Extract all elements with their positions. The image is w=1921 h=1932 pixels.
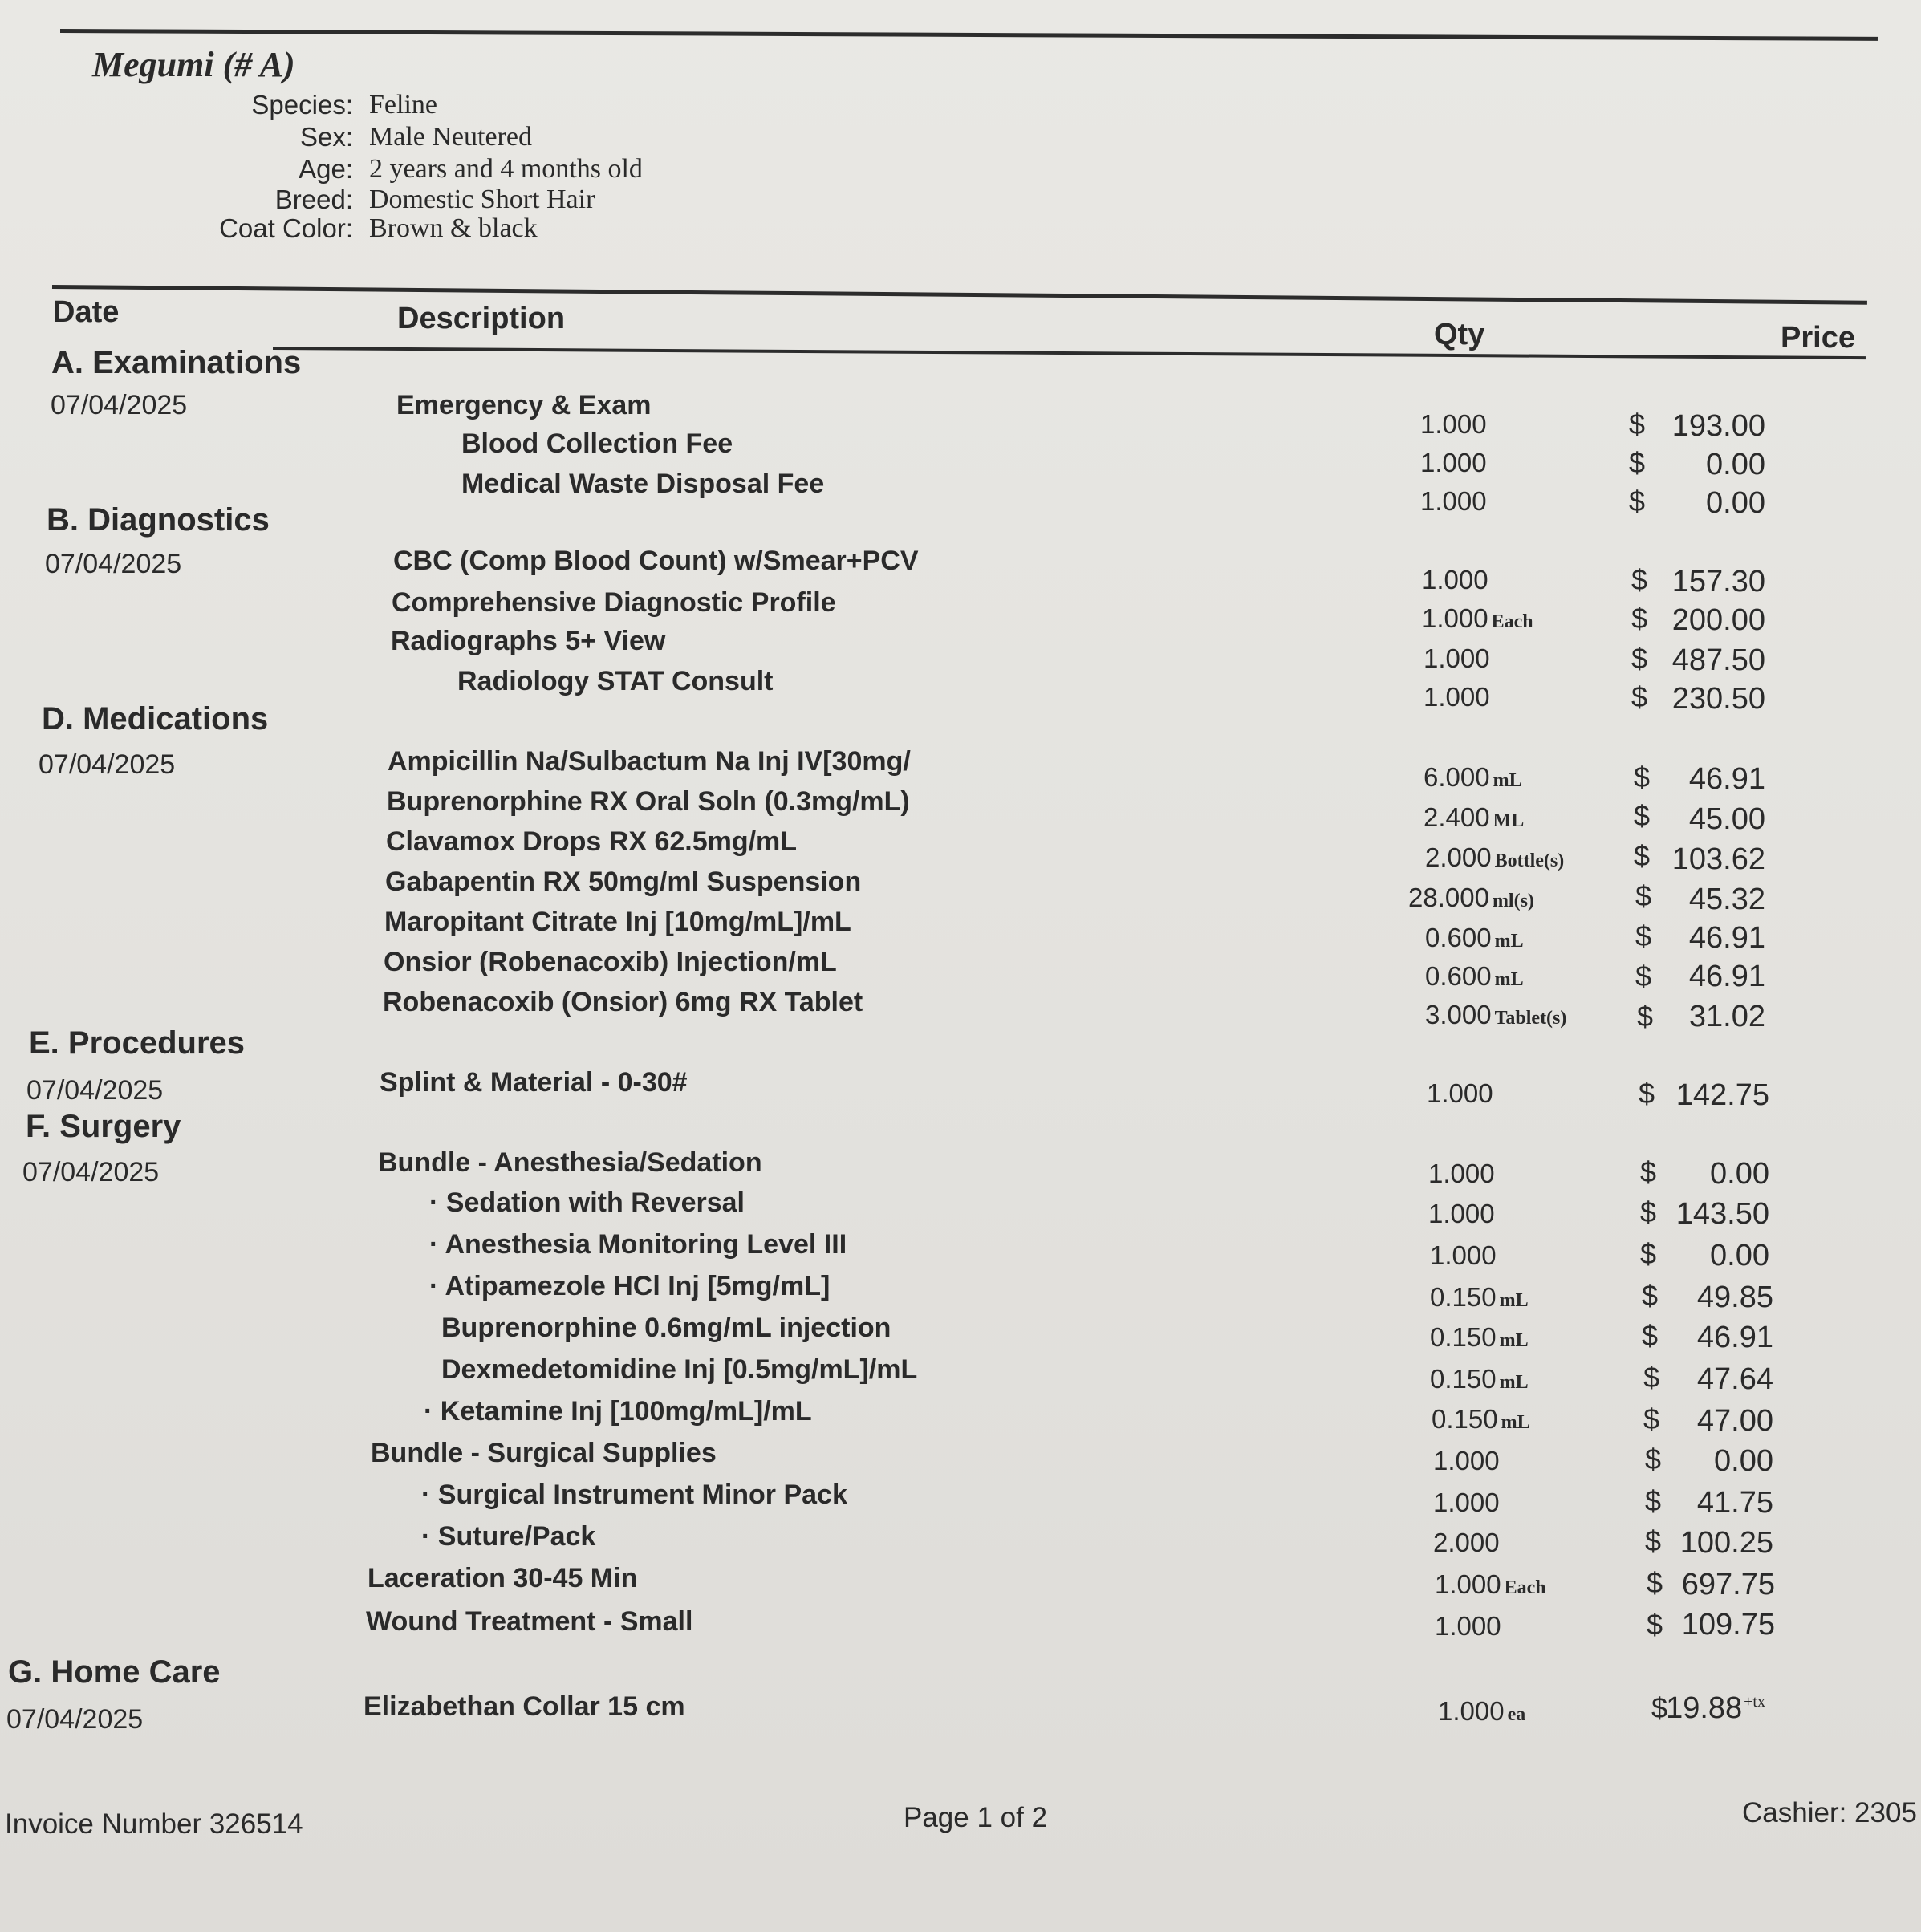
line-item-description: Maropitant Citrate Inj [10mg/mL]/mL (384, 907, 851, 937)
line-item-price (1605, 1691, 1765, 1726)
section-examinations: A. Examinations (51, 345, 302, 380)
qty-value: 1.000 (1438, 1696, 1505, 1726)
date-surgery: 07/04/2025 (22, 1157, 160, 1187)
line-item-description: Splint & Material - 0-30# (380, 1067, 688, 1098)
info-value: 2 years and 4 months old (369, 154, 643, 184)
line-item-description: · Anesthesia Monitoring Level III (429, 1229, 847, 1260)
price-value: 47.00 (1696, 1404, 1773, 1438)
currency-symbol: $ (1640, 1195, 1657, 1228)
qty-unit: ea (1507, 1704, 1526, 1725)
currency-symbol: $ (1642, 1319, 1659, 1352)
line-item-qty (1423, 682, 1493, 712)
info-label: Coat Color: (219, 213, 353, 243)
currency-symbol: $ (1651, 1691, 1668, 1724)
qty-unit: mL (1499, 1372, 1529, 1393)
qty-value: 1.000 (1433, 1446, 1500, 1475)
price-value: 143.50 (1675, 1197, 1769, 1231)
qty-value: 28.000 (1408, 883, 1489, 912)
qty-value: 1.000 (1423, 682, 1490, 712)
price-value: 49.85 (1696, 1281, 1773, 1314)
column-qty: Qty (1434, 318, 1485, 351)
line-item-qty (1433, 1528, 1503, 1558)
qty-value: 2.400 (1423, 802, 1490, 832)
line-item-qty (1425, 842, 1564, 873)
line-item-qty (1423, 762, 1522, 793)
price-value: 157.30 (1671, 565, 1765, 599)
line-item-price (1605, 762, 1765, 797)
qty-unit: Each (1504, 1577, 1546, 1598)
cashier-id: Cashier: 2305 (1742, 1797, 1917, 1828)
column-description: Description (397, 302, 566, 335)
line-item-price (1605, 565, 1765, 599)
line-item-qty (1435, 1611, 1505, 1642)
qty-value: 1.000 (1428, 1159, 1495, 1188)
currency-symbol: $ (1631, 642, 1648, 675)
price-value: 103.62 (1671, 842, 1765, 876)
line-item-price (1613, 1362, 1773, 1397)
currency-symbol: $ (1634, 839, 1651, 872)
line-item-price (1613, 1444, 1773, 1479)
line-item-description: Blood Collection Fee (461, 428, 733, 459)
price-value: 200.00 (1671, 603, 1765, 637)
qty-unit: mL (1494, 931, 1524, 952)
price-value: 193.00 (1671, 409, 1765, 443)
line-item-qty (1433, 1488, 1503, 1518)
line-item-qty (1422, 603, 1533, 634)
line-item-description: · Sedation with Reversal (429, 1187, 745, 1218)
line-item-price (1613, 1526, 1773, 1561)
line-item-description: · Suture/Pack (421, 1521, 596, 1552)
qty-value: 1.000 (1435, 1611, 1501, 1641)
header-underline (273, 347, 1866, 359)
qty-unit: mL (1499, 1330, 1529, 1351)
line-item-description: · Surgical Instrument Minor Pack (421, 1479, 847, 1510)
currency-symbol: $ (1629, 408, 1646, 440)
price-value: 0.00 (1714, 1444, 1773, 1478)
currency-symbol: $ (1634, 799, 1651, 832)
qty-value: 1.000 (1428, 1199, 1495, 1228)
qty-value: 6.000 (1423, 762, 1490, 792)
section-home-care: G. Home Care (8, 1654, 221, 1690)
line-item-description: Onsior (Robenacoxib) Injection/mL (384, 947, 837, 977)
currency-symbol: $ (1645, 1484, 1662, 1517)
line-item-description: Clavamox Drops RX 62.5mg/mL (386, 826, 798, 857)
line-item-qty (1423, 643, 1493, 674)
price-value: 100.25 (1679, 1526, 1773, 1560)
qty-value: 0.150 (1430, 1282, 1497, 1312)
line-item-description: Medical Waste Disposal Fee (461, 469, 825, 499)
currency-symbol: $ (1639, 1077, 1655, 1110)
currency-symbol: $ (1635, 919, 1652, 952)
line-item-price (1605, 1000, 1765, 1034)
line-item-description: Ampicillin Na/Sulbactum Na Inj IV[30mg/ (388, 746, 911, 777)
currency-symbol: $ (1637, 1000, 1654, 1033)
line-item-qty (1420, 409, 1490, 440)
qty-unit: Tablet(s) (1494, 1008, 1567, 1029)
price-value: 109.75 (1681, 1608, 1775, 1642)
price-value: 46.91 (1696, 1321, 1773, 1354)
currency-symbol: $ (1631, 563, 1648, 596)
line-item-description: Wound Treatment - Small (366, 1606, 693, 1637)
qty-value: 0.150 (1432, 1404, 1498, 1434)
qty-value: 0.150 (1430, 1322, 1497, 1352)
currency-symbol: $ (1643, 1402, 1660, 1435)
line-item-description: Dexmedetomidine Inj [0.5mg/mL]/mL (441, 1354, 918, 1385)
line-item-price (1605, 682, 1765, 716)
header-rule (52, 285, 1867, 305)
qty-value: 1.000 (1420, 448, 1487, 477)
line-item-price (1613, 1281, 1773, 1315)
qty-value: 2.000 (1433, 1528, 1500, 1557)
line-item-qty (1425, 1000, 1566, 1030)
line-item-description: Laceration 30-45 Min (368, 1563, 638, 1593)
qty-unit: Bottle(s) (1494, 850, 1565, 871)
line-item-price (1605, 409, 1765, 444)
line-item-qty (1425, 961, 1524, 992)
info-value: Domestic Short Hair (369, 185, 595, 214)
line-item-qty (1408, 883, 1534, 913)
line-item-qty (1420, 486, 1490, 517)
line-item-price (1605, 448, 1765, 482)
line-item-qty (1420, 448, 1490, 478)
line-item-qty (1422, 565, 1492, 595)
section-surgery: F. Surgery (26, 1109, 181, 1144)
line-item-qty (1430, 1282, 1529, 1313)
qty-value: 1.000 (1422, 603, 1488, 633)
info-value: Male Neutered (369, 122, 532, 152)
line-item-price (1605, 883, 1765, 917)
date-home-care: 07/04/2025 (6, 1704, 144, 1735)
line-item-description: · Atipamezole HCl Inj [5mg/mL] (429, 1271, 831, 1301)
line-item-description: Buprenorphine RX Oral Soln (0.3mg/mL) (387, 786, 910, 817)
line-item-description: Bundle - Surgical Supplies (371, 1438, 717, 1468)
qty-unit: ML (1493, 810, 1525, 831)
currency-symbol: $ (1629, 446, 1646, 479)
line-item-qty (1430, 1240, 1500, 1271)
date-diagnostics: 07/04/2025 (45, 549, 182, 579)
currency-symbol: $ (1629, 485, 1646, 518)
line-item-price (1605, 643, 1765, 678)
price-value: 45.00 (1688, 802, 1765, 836)
section-medications: D. Medications (42, 701, 269, 737)
info-label: Sex: (299, 122, 353, 152)
price-value: 41.75 (1696, 1486, 1773, 1520)
line-item-qty (1435, 1569, 1546, 1600)
date-examinations: 07/04/2025 (51, 390, 188, 420)
qty-value: 1.000 (1423, 643, 1490, 673)
qty-value: 0.150 (1430, 1364, 1497, 1394)
currency-symbol: $ (1631, 680, 1648, 713)
line-item-description: Emergency & Exam (396, 390, 652, 420)
qty-unit: Each (1491, 611, 1533, 632)
qty-unit: ml(s) (1492, 891, 1534, 911)
qty-value: 3.000 (1425, 1000, 1492, 1029)
price-value: 45.32 (1688, 883, 1765, 916)
qty-unit: mL (1501, 1412, 1530, 1433)
price-value: 697.75 (1681, 1568, 1775, 1601)
line-item-qty (1430, 1364, 1529, 1394)
qty-value: 1.000 (1430, 1240, 1497, 1270)
line-item-description: CBC (Comp Blood Count) w/Smear+PCV (393, 546, 919, 576)
qty-value: 0.600 (1425, 923, 1492, 952)
line-item-qty (1433, 1446, 1503, 1476)
line-item-description: Robenacoxib (Onsior) 6mg RX Tablet (383, 987, 863, 1017)
section-procedures: E. Procedures (29, 1025, 246, 1061)
qty-unit: mL (1499, 1290, 1529, 1311)
info-label: Age: (299, 154, 353, 184)
currency-symbol: $ (1647, 1608, 1663, 1641)
price-value: 142.75 (1675, 1078, 1769, 1112)
qty-value: 2.000 (1425, 842, 1492, 872)
date-medications: 07/04/2025 (39, 749, 176, 780)
price-value: 19.88 (1666, 1691, 1743, 1725)
column-price: Price (1781, 321, 1855, 355)
price-value: 230.50 (1671, 682, 1765, 716)
line-item-qty (1428, 1159, 1498, 1189)
price-value: 46.91 (1688, 762, 1765, 796)
qty-value: 1.000 (1420, 409, 1487, 439)
price-value: 0.00 (1706, 486, 1765, 520)
page-number: Page 1 of 2 (904, 1802, 1048, 1833)
qty-value: 0.600 (1425, 961, 1492, 991)
line-item-price (1605, 960, 1765, 994)
price-value: 487.50 (1671, 643, 1765, 677)
line-item-description: Radiology STAT Consult (457, 666, 774, 696)
price-value: 46.91 (1688, 960, 1765, 993)
currency-symbol: $ (1642, 1279, 1659, 1312)
line-item-price (1605, 486, 1765, 521)
line-item-price (1605, 842, 1765, 877)
info-value: Brown & black (369, 213, 538, 243)
qty-unit: mL (1494, 969, 1524, 990)
currency-symbol: $ (1631, 602, 1648, 635)
date-procedures: 07/04/2025 (26, 1075, 164, 1106)
qty-value: 1.000 (1422, 565, 1488, 595)
line-item-qty (1427, 1078, 1497, 1109)
line-item-price (1605, 603, 1765, 638)
line-item-description: Elizabethan Collar 15 cm (363, 1691, 685, 1722)
line-item-qty (1438, 1696, 1525, 1727)
currency-symbol: $ (1634, 761, 1651, 794)
line-item-qty (1432, 1404, 1530, 1435)
line-item-description: Buprenorphine 0.6mg/mL injection (441, 1313, 891, 1343)
price-value: 0.00 (1706, 448, 1765, 481)
info-label: Species: (251, 90, 353, 120)
line-item-price (1614, 1608, 1775, 1642)
currency-symbol: $ (1645, 1524, 1662, 1557)
column-date: Date (53, 295, 120, 329)
line-item-qty (1423, 802, 1524, 833)
line-item-price (1613, 1404, 1773, 1439)
line-item-description: · Ketamine Inj [100mg/mL]/mL (424, 1396, 812, 1427)
line-item-price (1605, 921, 1765, 956)
line-item-price (1613, 1321, 1773, 1355)
qty-value: 1.000 (1420, 486, 1487, 516)
line-item-price (1609, 1239, 1769, 1273)
line-item-qty (1428, 1199, 1498, 1229)
qty-unit: mL (1493, 770, 1522, 791)
currency-symbol: $ (1635, 960, 1652, 992)
line-item-price (1605, 802, 1765, 837)
invoice-number: Invoice Number 326514 (5, 1808, 303, 1840)
line-item-description: Comprehensive Diagnostic Profile (392, 587, 836, 618)
price-value: 47.64 (1696, 1362, 1773, 1396)
info-label: Breed: (274, 185, 353, 214)
currency-symbol: $ (1640, 1237, 1657, 1270)
price-value: 0.00 (1710, 1157, 1769, 1191)
currency-symbol: $ (1640, 1155, 1657, 1188)
currency-symbol: $ (1635, 879, 1652, 912)
qty-value: 1.000 (1435, 1569, 1501, 1599)
line-item-description: Radiographs 5+ View (391, 626, 666, 656)
price-value: 0.00 (1710, 1239, 1769, 1272)
section-diagnostics: B. Diagnostics (47, 502, 270, 538)
currency-symbol: $ (1647, 1566, 1663, 1599)
line-item-price (1613, 1486, 1773, 1520)
price-value: 31.02 (1688, 1000, 1765, 1033)
price-value: 46.91 (1688, 921, 1765, 955)
currency-symbol: $ (1645, 1443, 1662, 1475)
line-item-qty (1430, 1322, 1529, 1353)
patient-name: Megumi (# A) (92, 45, 295, 84)
line-item-price (1609, 1078, 1769, 1113)
tax-marker: +tx (1744, 1693, 1765, 1711)
qty-value: 1.000 (1427, 1078, 1493, 1108)
top-rule (60, 29, 1878, 41)
line-item-description: Bundle - Anesthesia/Sedation (378, 1147, 762, 1178)
line-item-description: Gabapentin RX 50mg/ml Suspension (385, 867, 862, 897)
line-item-price (1614, 1568, 1775, 1602)
line-item-price (1609, 1157, 1769, 1191)
line-item-qty (1425, 923, 1524, 953)
currency-symbol: $ (1643, 1361, 1660, 1394)
info-value: Feline (369, 90, 437, 120)
qty-value: 1.000 (1433, 1488, 1500, 1517)
line-item-price (1609, 1197, 1769, 1232)
